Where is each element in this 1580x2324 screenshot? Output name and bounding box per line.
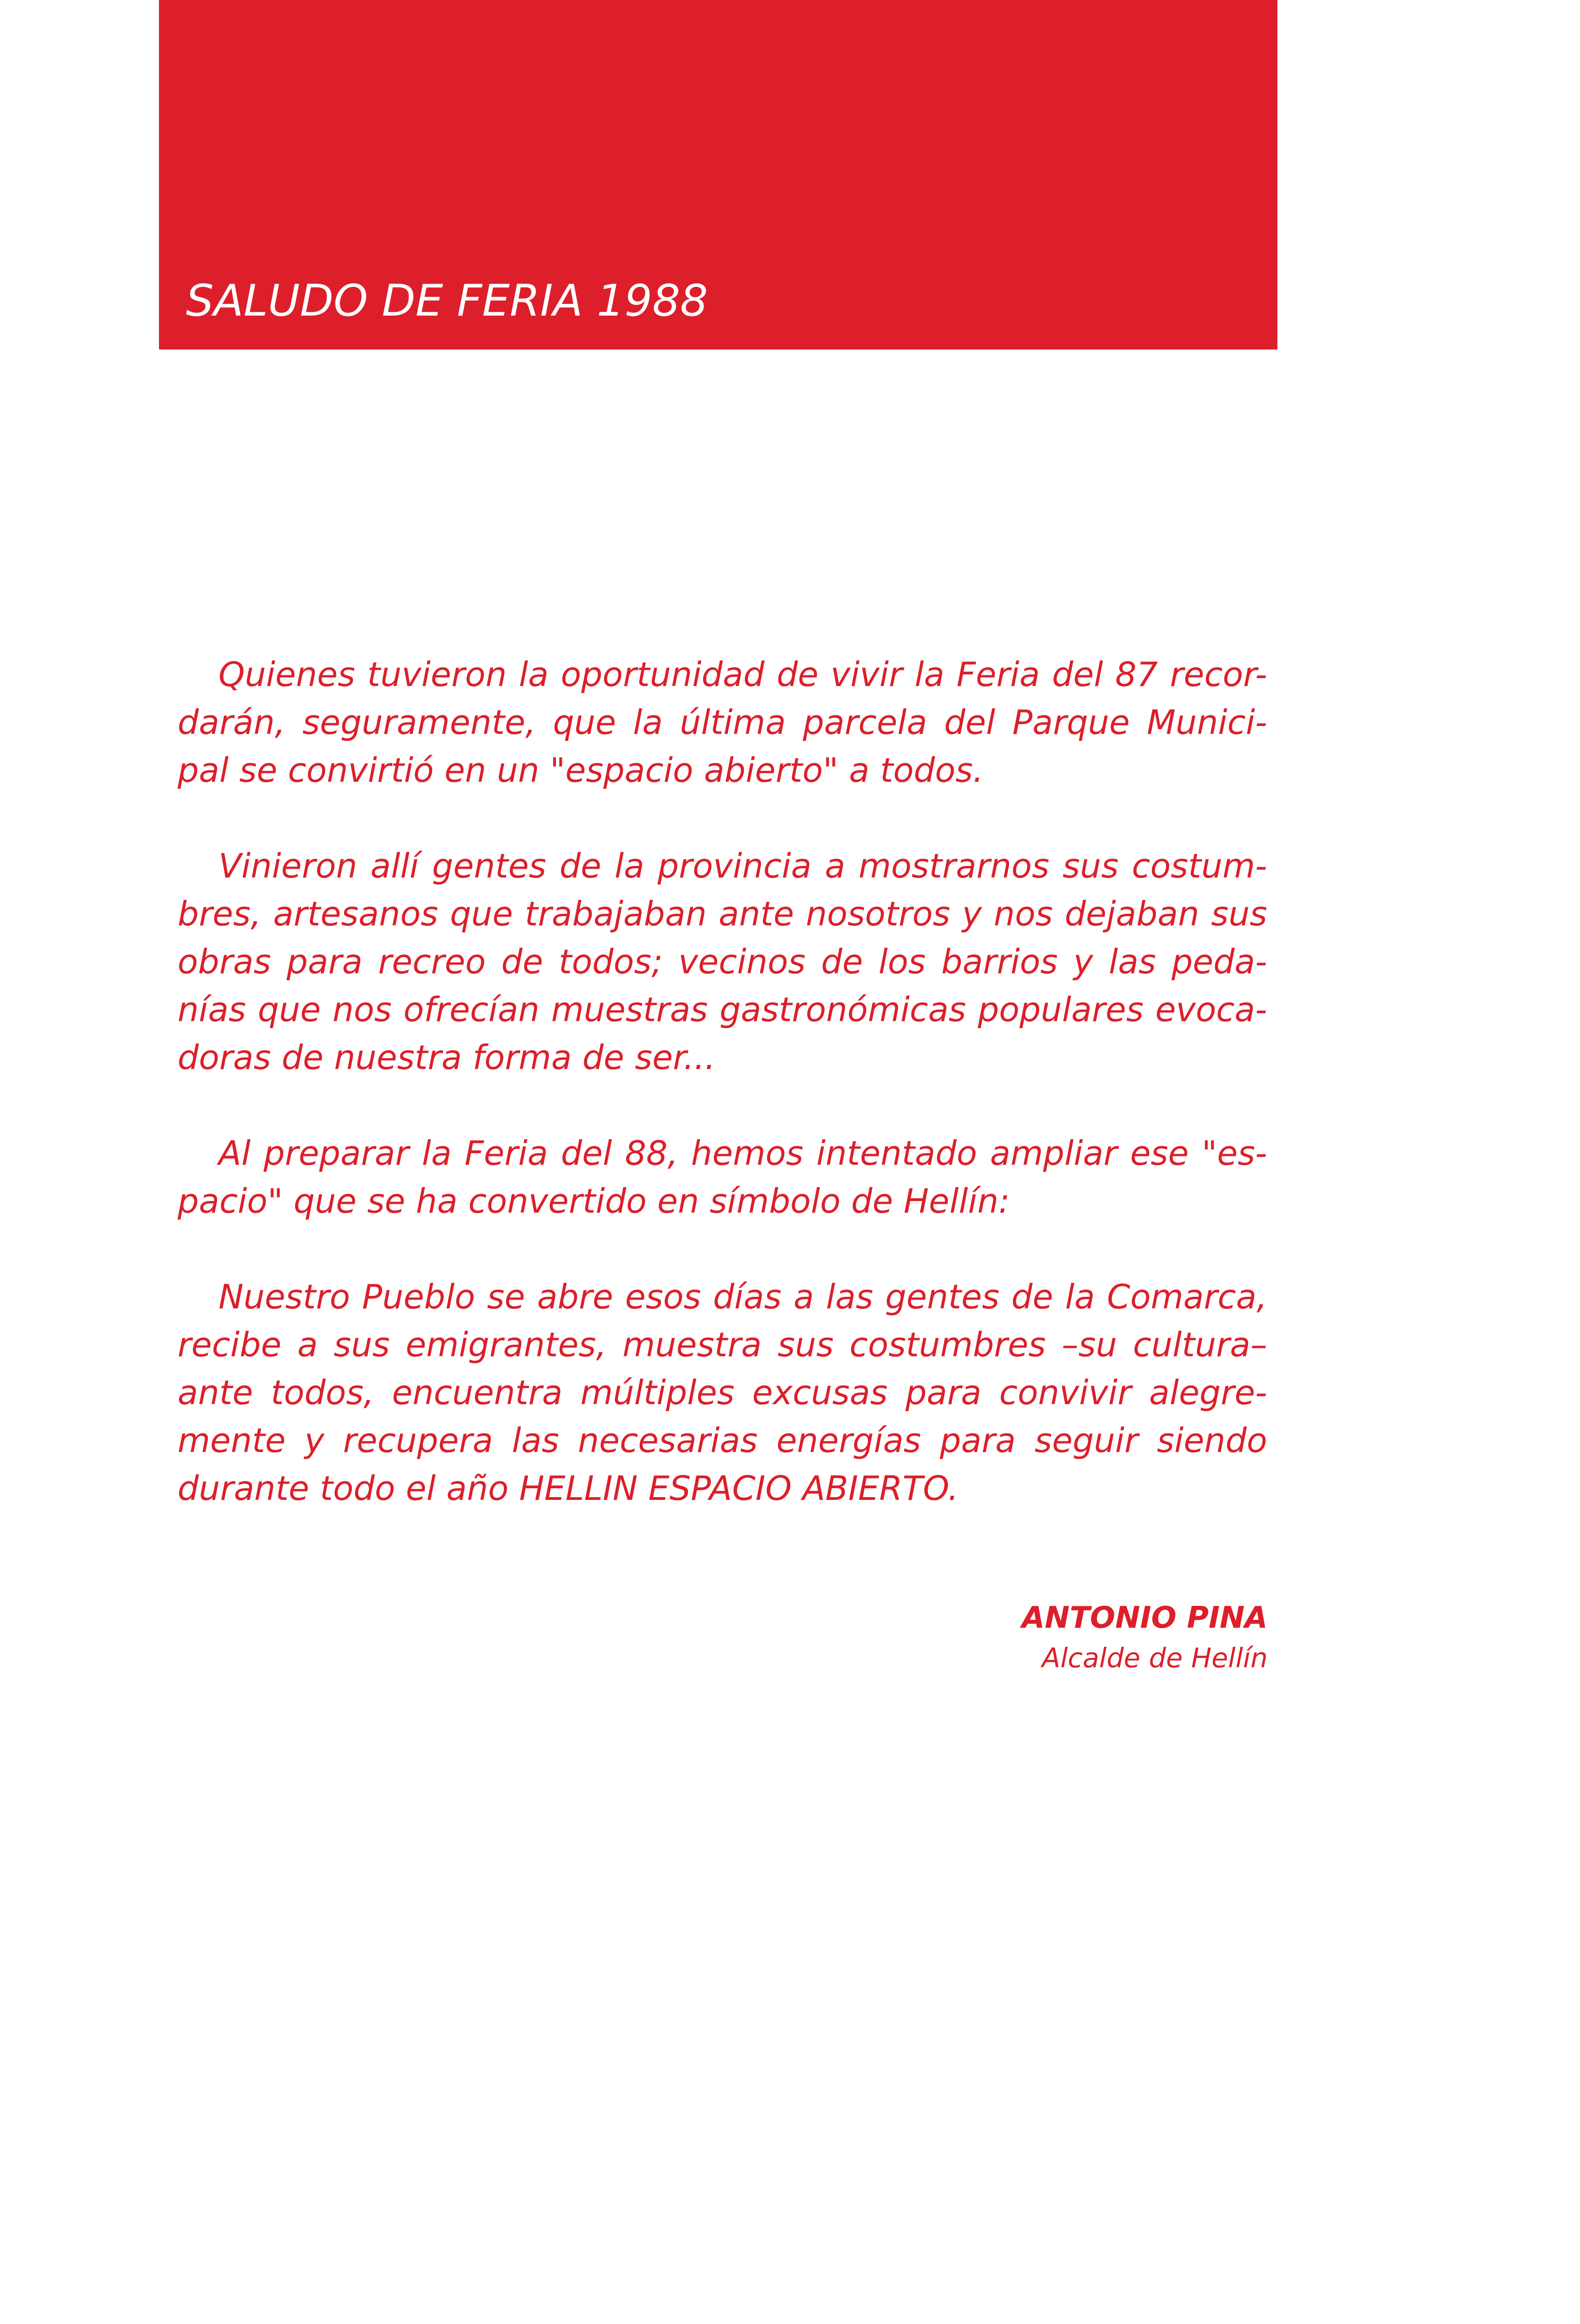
text-line: recibe a sus emigrantes, muestra sus costumbres –su cultura–: [178, 1325, 1267, 1364]
text-line: Vinieron allí gentes de la provincia a mostrarnos sus costum-: [218, 846, 1267, 885]
header-band: [159, 0, 1277, 350]
text-line: darán, seguramente, que la última parcela del Parque Munici-: [178, 703, 1267, 742]
letter-body: [178, 651, 1267, 1560]
paragraph-1: [178, 651, 1267, 794]
paragraph-2: [178, 842, 1267, 1082]
signature-block: [1022, 1598, 1268, 1677]
text-line: nías que nos ofrecían muestras gastronómicas populares evoca-: [178, 990, 1267, 1029]
text-line: Quienes tuvieron la oportunidad de vivir la Feria del 87 recor-: [218, 655, 1267, 694]
signature-name: ANTONIO PINA: [1021, 1601, 1268, 1635]
page-title: SALUDO DE FERIA 1988: [186, 276, 708, 326]
text-line: obras para recreo de todos; vecinos de los barrios y las peda-: [178, 942, 1267, 981]
signature-role: Alcalde de Hellín: [1042, 1642, 1268, 1674]
paragraph-3: [178, 1129, 1267, 1225]
text-line: doras de nuestra forma de ser...: [178, 1038, 716, 1077]
text-line: durante todo el año HELLIN ESPACIO ABIERTO.: [178, 1469, 959, 1508]
paragraph-4: [178, 1273, 1267, 1512]
text-line: ante todos, encuentra múltiples excusas para convivir alegre-: [178, 1373, 1267, 1412]
text-line: mente y recupera las necesarias energías para seguir siendo: [178, 1421, 1267, 1460]
text-line: bres, artesanos que trabajaban ante nosotros y nos dejaban sus: [178, 894, 1267, 933]
text-line: Al preparar la Feria del 88, hemos intentado ampliar ese "es-: [218, 1134, 1267, 1173]
text-line: Nuestro Pueblo se abre esos días a las gentes de la Comarca,: [218, 1277, 1267, 1316]
text-line: pal se convirtió en un "espacio abierto" a todos.: [178, 751, 984, 790]
text-line: pacio" que se ha convertido en símbolo de Hellín:: [178, 1182, 1010, 1221]
